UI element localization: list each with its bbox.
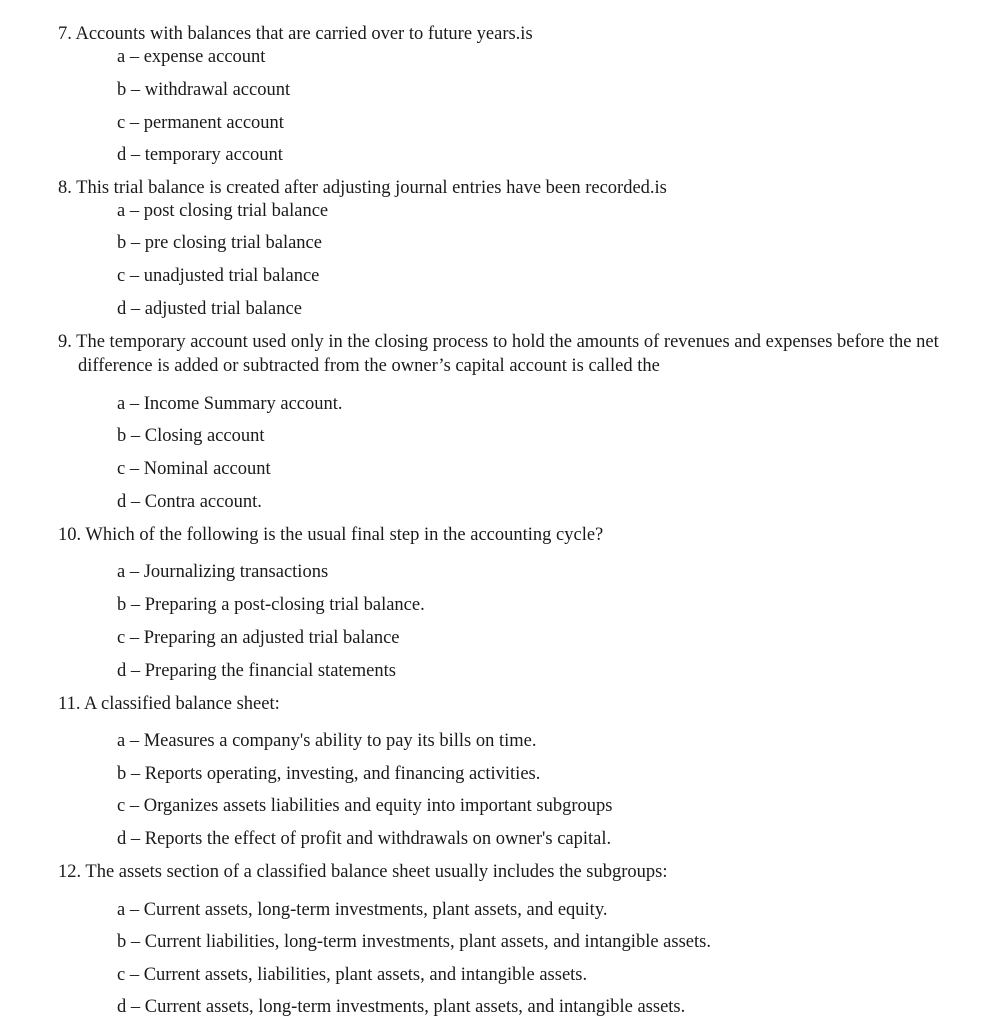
question-10: 10. Which of the following is the usual final step in the accounting cycle?: [58, 525, 604, 545]
question-12-option-b: b – Current liabilities, long-term investments, plant assets, and intangible assets.: [117, 932, 711, 952]
question-7-option-a: a – expense account: [117, 47, 266, 67]
question-11: 11. A classified balance sheet:: [58, 694, 280, 714]
question-12-option-d: d – Current assets, long-term investments, plant assets, and intangible assets.: [117, 997, 686, 1017]
question-9-option-c: c – Nominal account: [117, 459, 271, 479]
question-9: 9. The temporary account used only in the closing process to hold the amounts of revenues and expenses before the net difference is added or subtracted from the owner’s capital account is called the: [58, 332, 939, 376]
question-8-option-c: c – unadjusted trial balance: [117, 266, 320, 286]
question-8-option-a: a – post closing trial balance: [117, 201, 329, 221]
question-11-option-c: c – Organizes assets liabilities and equity into important subgroups: [117, 796, 613, 816]
question-12: 12. The assets section of a classified balance sheet usually includes the subgroups:: [58, 862, 668, 882]
question-8: 8. This trial balance is created after adjusting journal entries have been recorded.is: [58, 178, 667, 198]
question-10-option-c: c – Preparing an adjusted trial balance: [117, 628, 400, 648]
question-8-option-d: d – adjusted trial balance: [117, 299, 302, 319]
question-11-option-a: a – Measures a company's ability to pay its bills on time.: [117, 731, 537, 751]
question-9-option-d: d – Contra account.: [117, 492, 262, 512]
question-8-option-b: b – pre closing trial balance: [117, 233, 322, 253]
question-10-option-d: d – Preparing the financial statements: [117, 661, 396, 681]
question-9-option-a: a – Income Summary account.: [117, 394, 343, 414]
question-7-option-d: d – temporary account: [117, 145, 283, 165]
question-9-option-b: b – Closing account: [117, 426, 265, 446]
question-10-option-b: b – Preparing a post-closing trial balance.: [117, 595, 425, 615]
question-12-option-a: a – Current assets, long-term investments, plant assets, and equity.: [117, 900, 608, 920]
question-12-option-c: c – Current assets, liabilities, plant assets, and intangible assets.: [117, 965, 588, 985]
question-7-option-b: b – withdrawal account: [117, 80, 291, 100]
question-7-option-c: c – permanent account: [117, 113, 284, 133]
question-11-option-d: d – Reports the effect of profit and withdrawals on owner's capital.: [117, 829, 612, 849]
question-7: 7. Accounts with balances that are carried over to future years.is: [58, 24, 533, 44]
question-10-option-a: a – Journalizing transactions: [117, 562, 329, 582]
question-11-option-b: b – Reports operating, investing, and financing activities.: [117, 764, 541, 784]
